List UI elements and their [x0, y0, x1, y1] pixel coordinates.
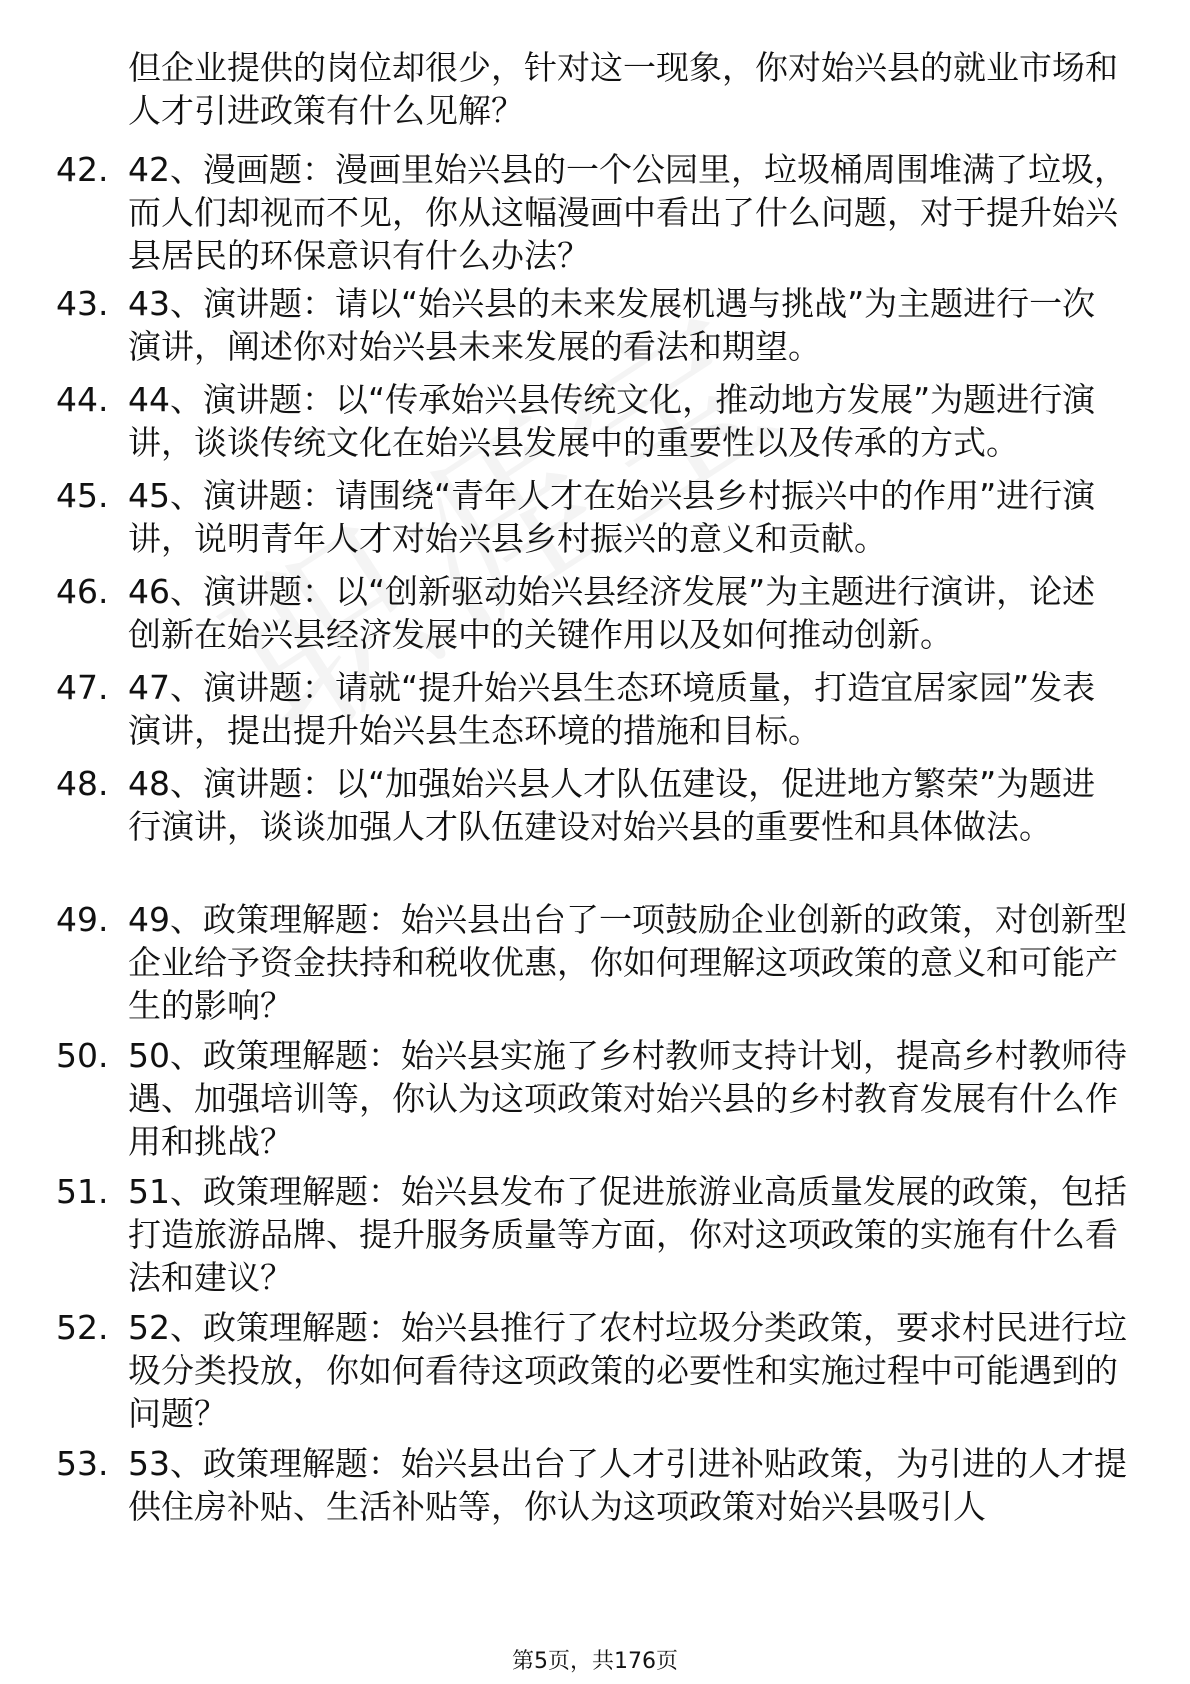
item-number: 52. [56, 1308, 109, 1347]
item-number: 42. [56, 150, 109, 189]
item-text: 43、演讲题：请以“始兴县的未来发展机遇与挑战”为主题进行一次演讲，阐述你对始兴县未来发展的看法和期望。 [128, 284, 1096, 366]
intro-paragraph: 但企业提供的岗位却很少，针对这一现象，你对始兴县的就业市场和人才引进政策有什么见解？ [128, 48, 1118, 130]
item-number: 47. [56, 668, 109, 707]
item-text: 49、政策理解题：始兴县出台了一项鼓励企业创新的政策，对创新型企业给予资金扶持和税收优惠，你如何理解这项政策的意义和可能产生的影响？ [128, 900, 1127, 1025]
item-text: 42、漫画题：漫画里始兴县的一个公园里，垃圾桶周围堆满了垃圾，而人们却视而不见，你从这幅漫画中看出了什么问题，对于提升始兴县居民的环保意识有什么办法？ [128, 150, 1127, 275]
item-text: 44、演讲题：以“传承始兴县传统文化，推动地方发展”为题进行演讲，谈谈传统文化在始兴县发展中的重要性以及传承的方式。 [128, 380, 1096, 462]
item-number: 53. [56, 1444, 109, 1483]
item-number: 51. [56, 1172, 109, 1211]
page-footer: 第5页，共176页 [512, 1649, 678, 1674]
item-number: 46. [56, 572, 109, 611]
item-number: 48. [56, 764, 109, 803]
item-text: 53、政策理解题：始兴县出台了人才引进补贴政策，为引进的人才提供住房补贴、生活补贴等，你认为这项政策对始兴县吸引人 [128, 1444, 1127, 1526]
item-number: 49. [56, 900, 109, 939]
item-text: 51、政策理解题：始兴县发布了促进旅游业高质量发展的政策，包括打造旅游品牌、提升服务质量等方面，你对这项政策的实施有什么看法和建议？ [128, 1172, 1127, 1297]
item-number: 50. [56, 1036, 109, 1075]
item-number: 44. [56, 380, 109, 419]
item-text: 46、演讲题：以“创新驱动始兴县经济发展”为主题进行演讲，论述创新在始兴县经济发展中的关键作用以及如何推动创新。 [128, 572, 1096, 654]
item-text: 48、演讲题：以“加强始兴县人才队伍建设，促进地方繁荣”为题进行演讲，谈谈加强人才队伍建设对始兴县的重要性和具体做法。 [128, 764, 1096, 846]
item-number: 43. [56, 284, 109, 323]
item-text: 52、政策理解题：始兴县推行了农村垃圾分类政策，要求村民进行垃圾分类投放，你如何看待这项政策的必要性和实施过程中可能遇到的问题？ [128, 1308, 1127, 1433]
item-number: 45. [56, 476, 109, 515]
item-text: 50、政策理解题：始兴县实施了乡村教师支持计划，提高乡村教师待遇、加强培训等，你认为这项政策对始兴县的乡村教育发展有什么作用和挑战？ [128, 1036, 1127, 1161]
item-text: 47、演讲题：请就“提升始兴县生态环境质量，打造宜居家园”发表演讲，提出提升始兴县生态环境的措施和目标。 [128, 668, 1096, 750]
item-text: 45、演讲题：请围绕“青年人才在始兴县乡村振兴中的作用”进行演讲，说明青年人才对始兴县乡村振兴的意义和贡献。 [128, 476, 1096, 558]
